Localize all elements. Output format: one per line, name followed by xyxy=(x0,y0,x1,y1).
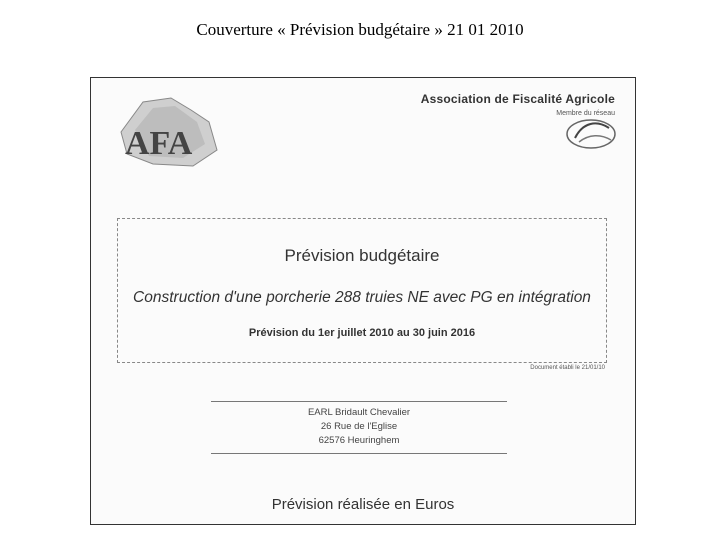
network-logo-icon xyxy=(563,112,619,152)
farm-street: 26 Rue de l'Eglise xyxy=(320,421,398,432)
farm-city: 62576 Heuringhem xyxy=(318,435,400,446)
afa-logo-text: AFA xyxy=(125,125,193,162)
slide-title: Couverture « Prévision budgétaire » 21 01 2010 xyxy=(196,20,524,39)
afa-logo xyxy=(113,92,223,172)
farm-address-block xyxy=(211,401,507,454)
currency-note: Prévision réalisée en Euros xyxy=(271,496,455,513)
cover-title-box xyxy=(117,218,607,363)
forecast-period: Prévision du 1er juillet 2010 au 30 juin 2016 xyxy=(248,327,476,339)
document-title: Prévision budgétaire xyxy=(284,246,440,265)
document-date-note: Document établi le 21/01/10 xyxy=(530,365,605,371)
farm-name: EARL Bridault Chevalier xyxy=(307,407,411,418)
project-subject: Construction d'une porcherie 288 truies NE avec PG en intégration xyxy=(133,289,591,306)
scanned-cover-page xyxy=(90,77,636,525)
association-subtitle: Membre du réseau xyxy=(556,110,615,117)
association-name: Association de Fiscalité Agricole xyxy=(420,92,615,106)
